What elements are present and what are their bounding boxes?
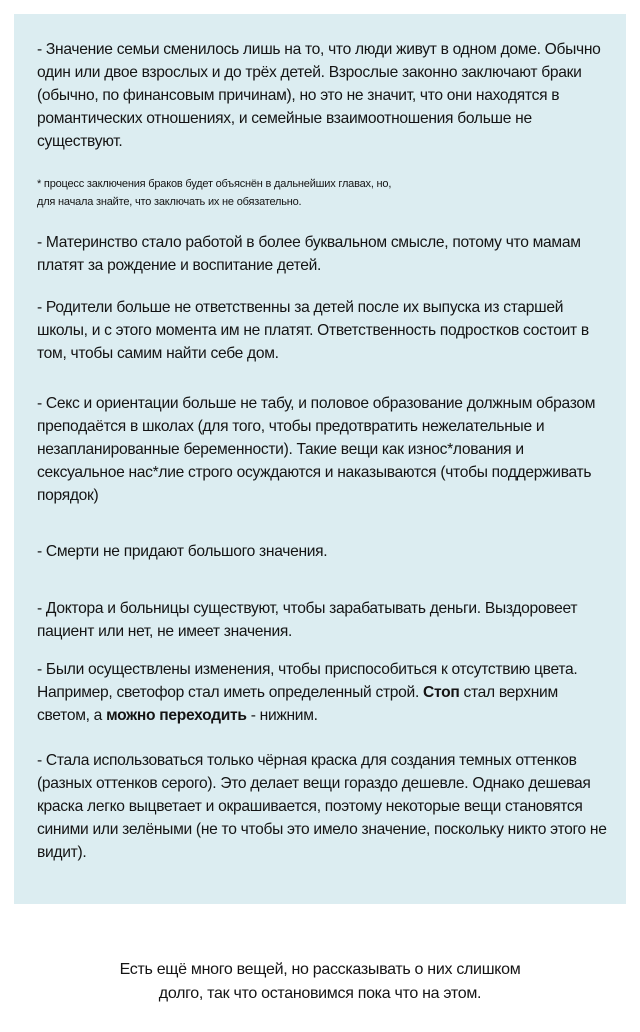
motherhood-paragraph: - Материнство стало работой в более буквальном смысле, потому что мамам платят за рождение и воспитание детей.	[37, 234, 581, 274]
go-highlight: можно переходить	[106, 707, 247, 724]
stop-highlight: Стоп	[423, 684, 460, 701]
footer-line-1: Есть ещё много вещей, но рассказывать о них слишком	[119, 961, 521, 978]
family-paragraph: - Значение семьи сменилось лишь на то, что люди живут в одном доме. Обычно один или двое взрослых и до трёх детей. Взрослые законно заключают браки (обычно, по финансовым причинам), но это не значит, что они находятся в романтических отношениях, и семейные взаимоотношения больше не существуют.	[37, 41, 601, 150]
changes-text-2: стал верхним светом, а	[37, 684, 558, 724]
changes-paragraph	[37, 658, 607, 727]
death-paragraph: - Смерти не придают большого значения.	[37, 543, 328, 560]
changes-text-1: - Были осуществлены изменения, чтобы приспособиться к отсутствию цвета. Например, светофор стал иметь определенный строй.	[37, 661, 578, 701]
doctors-paragraph: - Доктора и больницы существуют, чтобы зарабатывать деньги. Выздоровеет пациент или нет, не имеет значения.	[37, 600, 578, 640]
paint-paragraph: - Стала использоваться только чёрная краска для создания темных оттенков (разных оттенков серого). Это делает вещи гораздо дешевле. Однако дешевая краска легко выцветает и окрашивается, поэтому некоторые вещи становятся синими или зелёными (не то чтобы это имело значение, поскольку никто этого не видит).	[37, 752, 607, 861]
footer-text	[0, 958, 640, 1006]
sex-paragraph: - Секс и ориентации больше не табу, и половое образование должным образом преподаётся в школах (для того, чтобы предотвратить нежелательные и незапланированные беременности). Такие вещи как износ*лования и сексуальное нас*лие строго осуждаются и наказываются (чтобы поддерживать порядок)	[37, 395, 596, 504]
footer-line-2: долго, так что остановимся пока что на этом.	[158, 985, 482, 1002]
changes-text-3: - нижним.	[246, 707, 318, 724]
family-footnote-line-2: для начала знайте, что заключать их не обязательно.	[37, 196, 302, 208]
parents-paragraph: - Родители больше не ответственны за детей после их выпуска из старшей школы, и с этого момента им не платят. Ответственность подростков состоит в том, чтобы самим найти себе дом.	[37, 299, 589, 362]
family-footnote-line-1: * процесс заключения браков будет объяснён в дальнейших главах, но,	[37, 178, 392, 190]
